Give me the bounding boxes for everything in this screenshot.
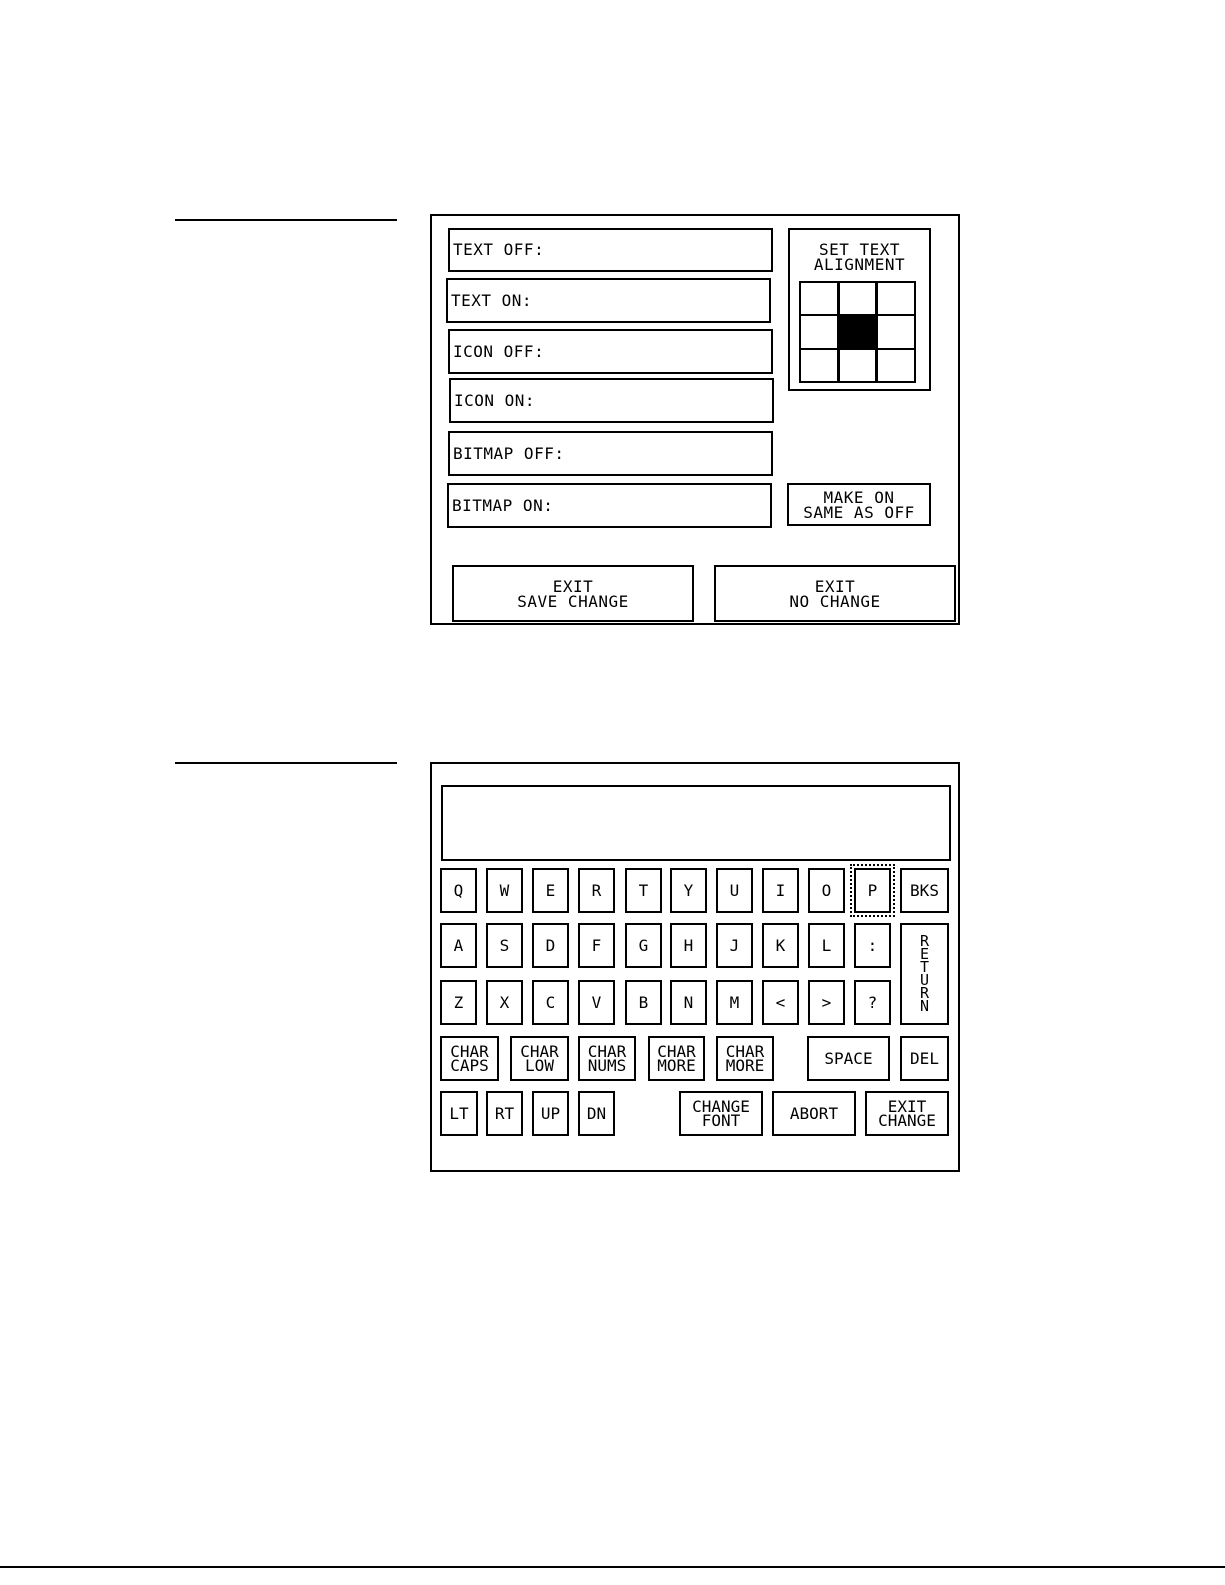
key-f[interactable]: F [578, 923, 615, 968]
key-exit-change[interactable]: EXIT CHANGE [865, 1091, 949, 1136]
key-s[interactable]: S [486, 923, 523, 968]
key-n[interactable]: N [670, 980, 707, 1025]
key-c[interactable]: C [532, 980, 569, 1025]
key-j[interactable]: J [716, 923, 753, 968]
align-middle-left[interactable] [800, 315, 838, 348]
key-del[interactable]: DEL [900, 1036, 949, 1081]
make-on-same-as-off-button[interactable]: MAKE ON SAME AS OFF [787, 483, 931, 526]
align-bottom-left[interactable] [800, 349, 838, 382]
key-change-font[interactable]: CHANGE FONT [679, 1091, 763, 1136]
align-middle-right[interactable] [877, 315, 915, 348]
key-colon[interactable]: : [854, 923, 891, 968]
text-off-field[interactable] [448, 228, 773, 272]
text-on-label: TEXT ON: [451, 290, 533, 310]
key-greater-than[interactable]: > [808, 980, 845, 1025]
align-top-left[interactable] [800, 282, 838, 315]
key-lt[interactable]: LT [440, 1091, 478, 1136]
key-e[interactable]: E [532, 868, 569, 913]
key-a[interactable]: A [440, 923, 477, 968]
icon-off-field[interactable] [448, 329, 773, 374]
exit-save-change-button[interactable]: EXIT SAVE CHANGE [452, 565, 694, 622]
key-v[interactable]: V [578, 980, 615, 1025]
text-alignment-title: SET TEXT ALIGNMENT [813, 240, 906, 274]
key-m[interactable]: M [716, 980, 753, 1025]
key-x[interactable]: X [486, 980, 523, 1025]
key-char-nums[interactable]: CHAR NUMS [578, 1036, 636, 1081]
key-up[interactable]: UP [532, 1091, 569, 1136]
key-question[interactable]: ? [854, 980, 891, 1025]
icon-on-label: ICON ON: [454, 390, 536, 410]
key-b[interactable]: B [625, 980, 662, 1025]
bitmap-on-label: BITMAP ON: [452, 495, 554, 515]
key-d[interactable]: D [532, 923, 569, 968]
key-u[interactable]: U [716, 868, 753, 913]
text-on-field[interactable] [446, 278, 771, 323]
key-dn[interactable]: DN [578, 1091, 615, 1136]
bitmap-off-field[interactable] [448, 431, 773, 476]
key-o[interactable]: O [808, 868, 845, 913]
section-rule-top [175, 219, 397, 221]
key-g[interactable]: G [625, 923, 662, 968]
key-i[interactable]: I [762, 868, 799, 913]
align-bottom-right[interactable] [877, 349, 915, 382]
align-bottom-center[interactable] [838, 349, 876, 382]
key-char-more-1[interactable]: CHAR MORE [648, 1036, 705, 1081]
bitmap-on-field[interactable] [447, 483, 772, 528]
key-less-than[interactable]: < [762, 980, 799, 1025]
text-off-label: TEXT OFF: [453, 240, 545, 259]
key-w[interactable]: W [486, 868, 523, 913]
page-bottom-rule [0, 1566, 1225, 1568]
key-char-caps[interactable]: CHAR CAPS [440, 1036, 499, 1081]
key-abort[interactable]: ABORT [772, 1091, 856, 1136]
key-h[interactable]: H [670, 923, 707, 968]
text-edit-panel [430, 214, 960, 625]
key-p[interactable]: P [854, 868, 891, 913]
key-rt[interactable]: RT [486, 1091, 523, 1136]
key-k[interactable]: K [762, 923, 799, 968]
key-bks[interactable]: BKS [900, 868, 949, 913]
align-top-center[interactable] [838, 282, 876, 315]
align-center[interactable] [838, 315, 876, 348]
key-r[interactable]: R [578, 868, 615, 913]
key-space[interactable]: SPACE [807, 1036, 890, 1081]
text-alignment-box [788, 228, 931, 391]
icon-on-field[interactable] [449, 378, 774, 423]
key-t[interactable]: T [625, 868, 662, 913]
key-char-more-2[interactable]: CHAR MORE [716, 1036, 774, 1081]
align-top-right[interactable] [877, 282, 915, 315]
key-l[interactable]: L [808, 923, 845, 968]
key-return[interactable]: R E T U R N [900, 923, 949, 1025]
section-rule-bottom [175, 762, 397, 764]
exit-no-change-button[interactable]: EXIT NO CHANGE [714, 565, 956, 622]
key-q[interactable]: Q [440, 868, 477, 913]
bitmap-off-label: BITMAP OFF: [453, 443, 565, 463]
key-z[interactable]: Z [440, 980, 477, 1025]
text-alignment-grid [799, 281, 916, 383]
key-char-low[interactable]: CHAR LOW [510, 1036, 569, 1081]
key-y[interactable]: Y [670, 868, 707, 913]
keyboard-text-display[interactable] [441, 785, 951, 861]
icon-off-label: ICON OFF: [453, 341, 545, 361]
